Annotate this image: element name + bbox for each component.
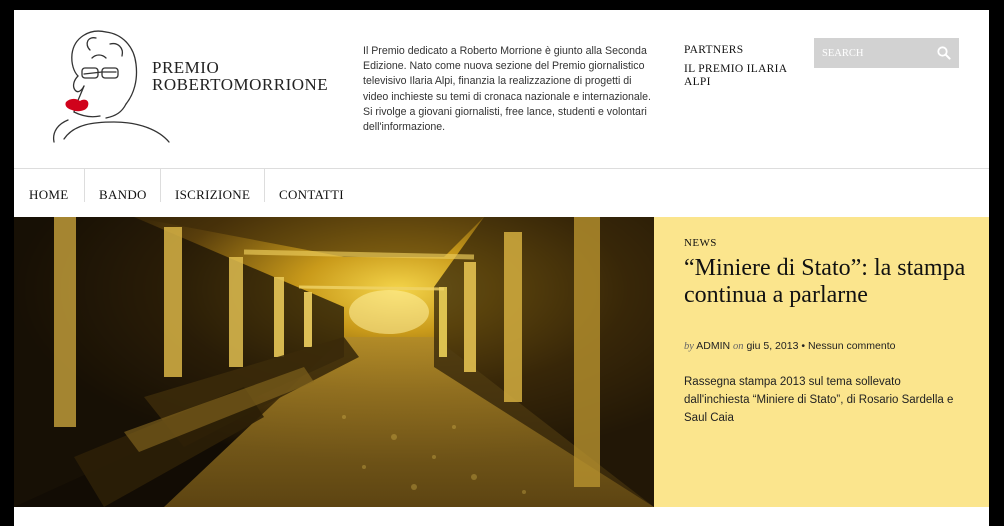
main-navigation bbox=[14, 168, 989, 217]
post-title[interactable]: “Miniere di Stato”: la stampa continua a parlarne bbox=[684, 255, 966, 308]
page bbox=[14, 10, 989, 526]
partners-title: PARTNERS bbox=[684, 44, 744, 56]
partner-link-ilaria-alpi[interactable]: IL PREMIO ILARIA ALPI bbox=[684, 63, 787, 88]
logo-line-2: ROBERTOMORRIONE bbox=[152, 75, 329, 94]
meta-separator: • bbox=[801, 340, 806, 352]
search-box bbox=[814, 38, 959, 68]
nav-item-contatti[interactable]: CONTATTI bbox=[279, 187, 344, 202]
partners-widget bbox=[684, 44, 804, 89]
nav-item-bando[interactable]: BANDO bbox=[99, 187, 147, 202]
featured-image[interactable] bbox=[14, 217, 654, 507]
featured-post bbox=[14, 217, 989, 507]
nav-item-iscrizione[interactable]: ISCRIZIONE bbox=[175, 187, 251, 202]
post-author[interactable]: ADMIN bbox=[696, 340, 731, 352]
post-comments-link[interactable]: Nessun commento bbox=[807, 340, 896, 352]
post-meta bbox=[684, 340, 896, 352]
post-date: giu 5, 2013 bbox=[746, 340, 799, 352]
search-input[interactable] bbox=[814, 38, 934, 68]
logo-wordmark bbox=[152, 59, 328, 93]
featured-post-panel bbox=[654, 217, 989, 507]
site-description: Il Premio dedicato a Roberto Morrione è giunto alla Seconda Edizione. Nato come nuova sezione del Premio giornalistico televisivo Ilaria Alpi, finanzia la realizzazione di progetti di video inchieste su temi di cronaca nazionale e internazionale. Si rivolge a giovani giornalisti, free lance, studenti e volontari dell'informazione. bbox=[363, 45, 651, 134]
post-category[interactable]: NEWS bbox=[684, 237, 717, 249]
nav-divider bbox=[84, 169, 85, 202]
meta-on-label: on bbox=[733, 341, 744, 352]
site-logo[interactable] bbox=[44, 24, 344, 144]
post-excerpt: Rassegna stampa 2013 sul tema sollevato dall'inchiesta “Miniere di Stato”, di Rosario Sardella e Saul Caia bbox=[684, 376, 954, 424]
meta-by-label: by bbox=[684, 341, 694, 352]
search-icon[interactable] bbox=[937, 46, 951, 65]
nav-divider bbox=[264, 169, 265, 202]
nav-item-home[interactable]: HOME bbox=[29, 187, 69, 202]
nav-divider bbox=[160, 169, 161, 202]
logo-line-1: PREMIO bbox=[152, 58, 220, 77]
